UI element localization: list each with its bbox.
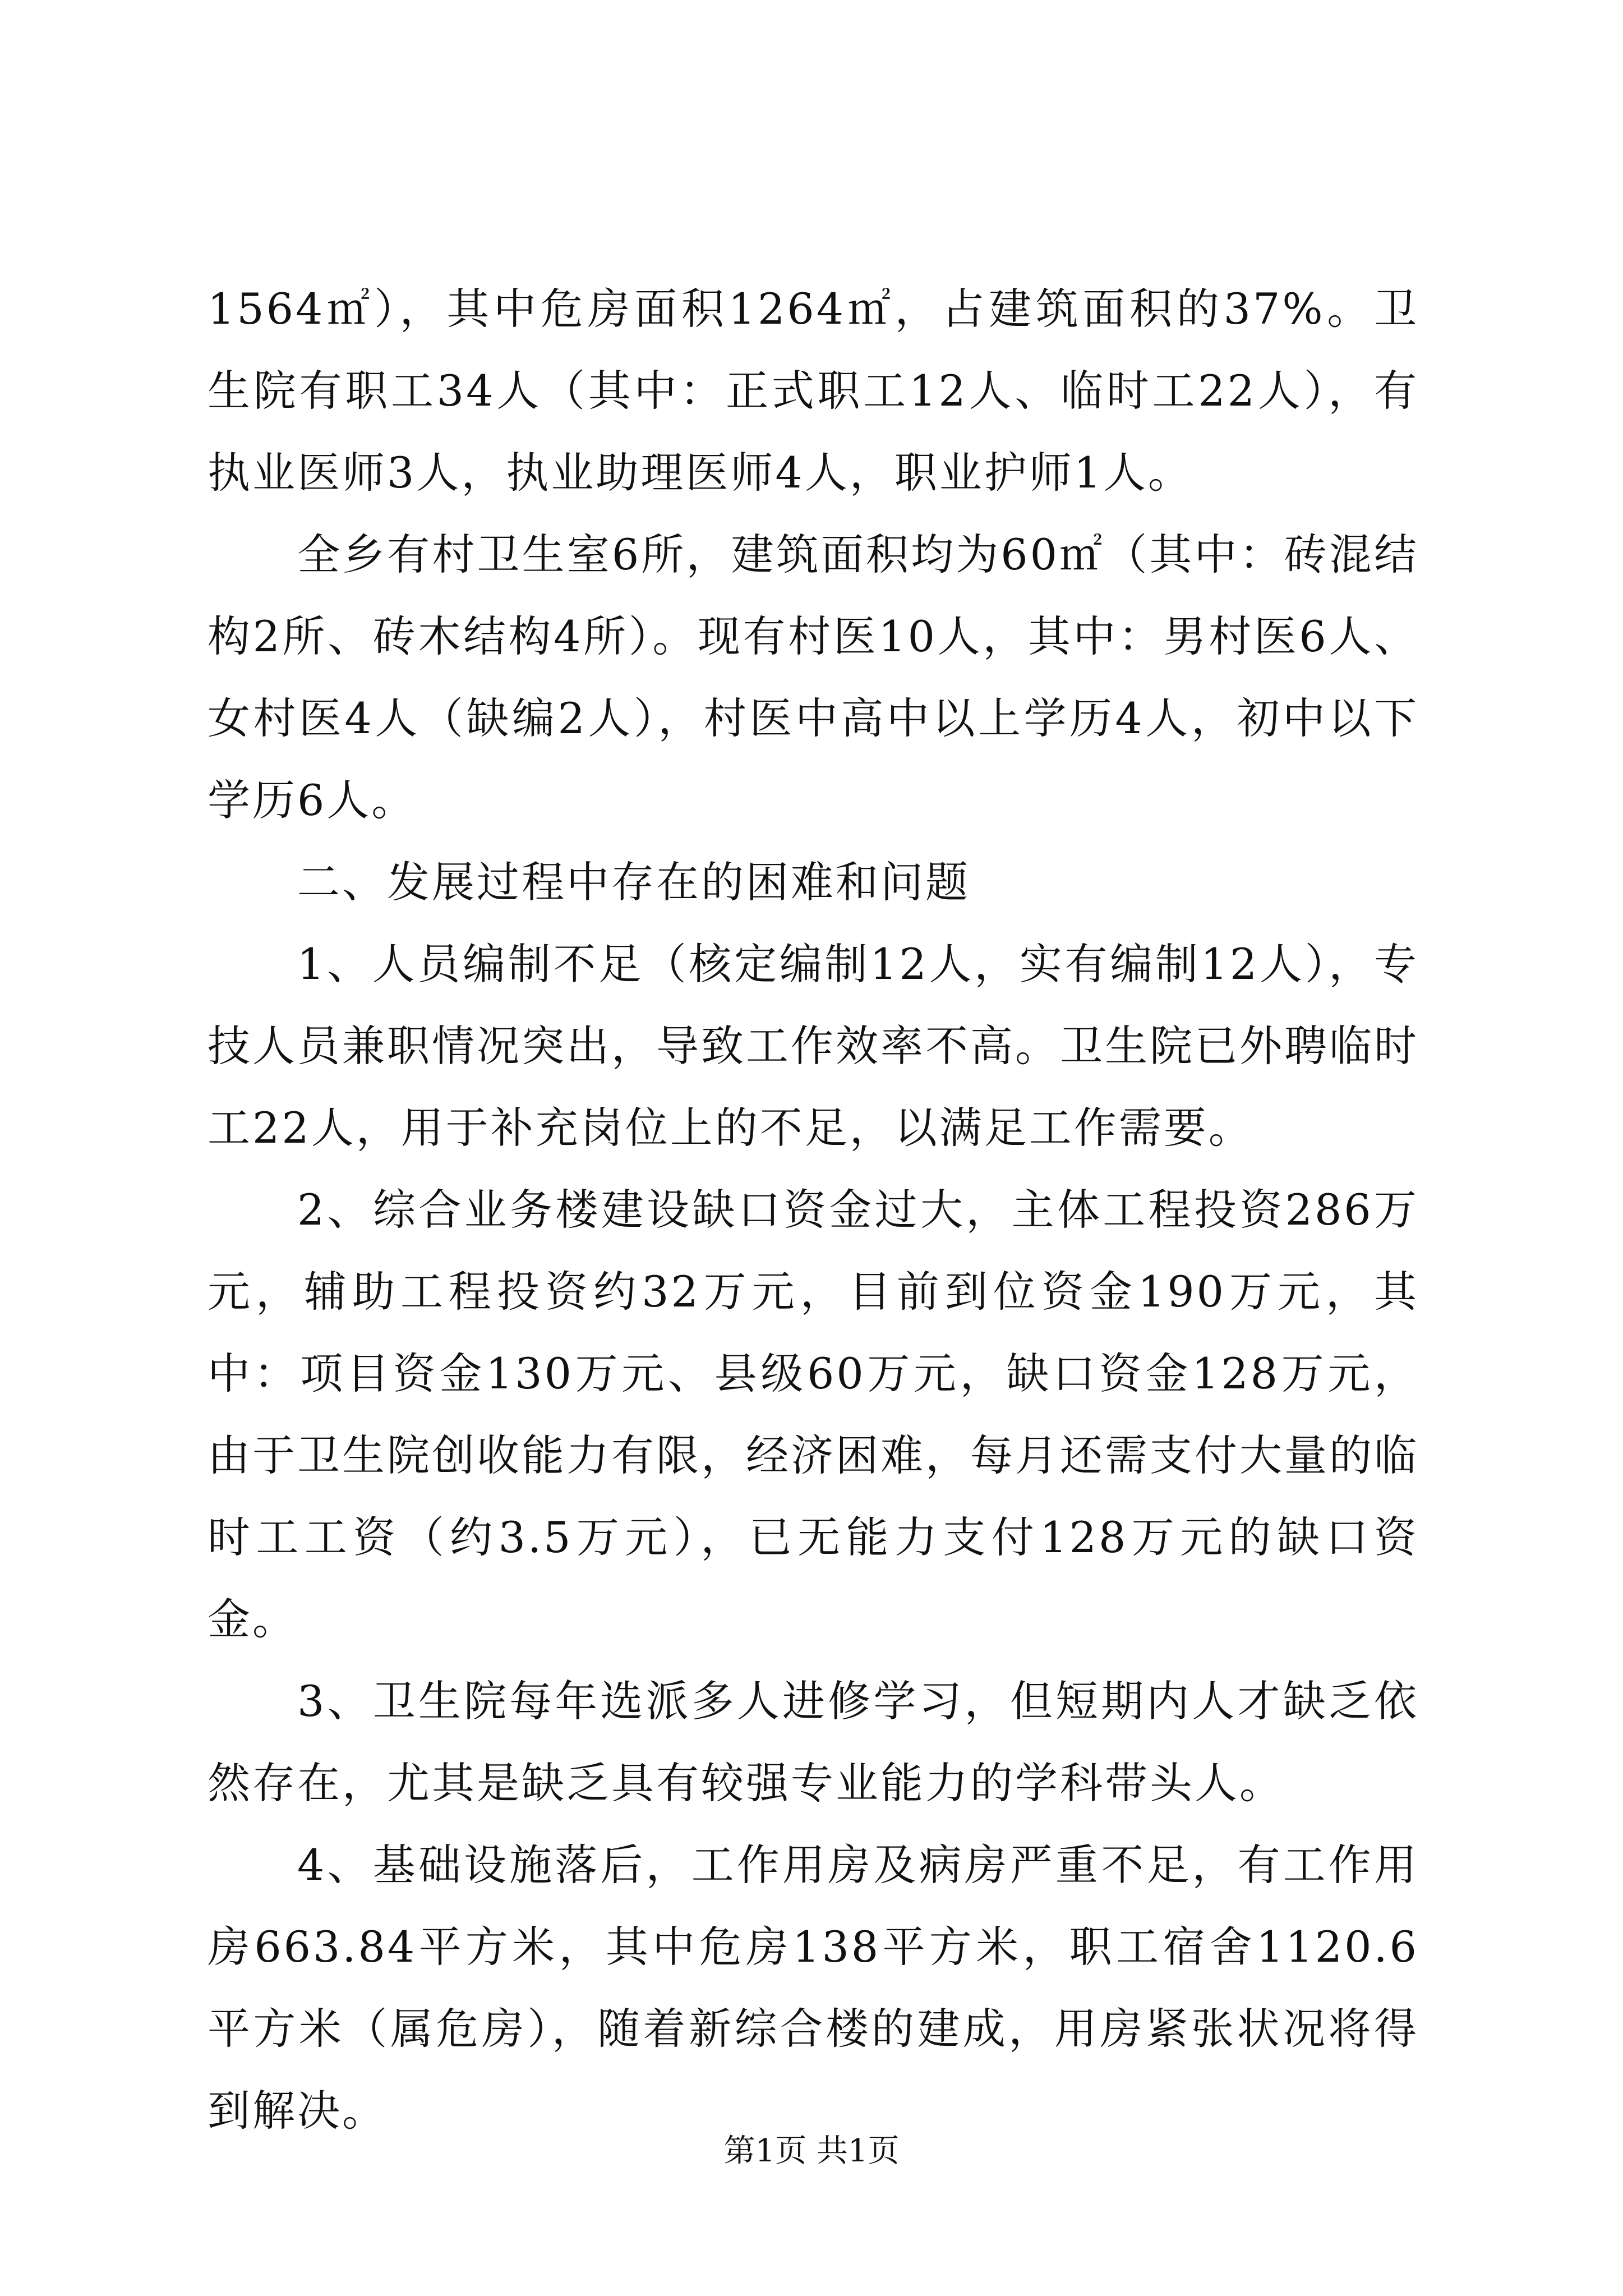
paragraph-talent-shortage: 3、卫生院每年选派多人进修学习，但短期内人才缺乏依然存在，尤其是缺乏具有较强专业能力的学科带头人。 (208, 1676, 1419, 1808)
paragraph-funding-gap: 2、综合业务楼建设缺口资金过大，主体工程投资286万元，辅助工程投资约32万元，目前到位资金190万元，其中：项目资金130万元、县级60万元，缺口资金128万元，由于卫生院创收能力有限，经济困难，每月还需支付大量的临时工工资（约3.5万元），已无能力支付128万元的缺口资金。 (208, 1185, 1419, 1644)
document-body (208, 268, 1419, 2152)
paragraph-continuation: 1564㎡），其中危房面积1264㎡，占建筑面积的37%。卫生院有职工34人（其中：正式职工12人、临时工22人），有执业医师3人，执业助理医师4人，职业护师1人。 (208, 284, 1419, 498)
page-footer: 第1页 共1页 (723, 2133, 900, 2169)
paragraph-village-clinics: 全乡有村卫生室6所，建筑面积均为60㎡（其中：砖混结构2所、砖木结构4所）。现有村医10人，其中：男村医6人、女村医4人（缺编2人），村医中高中以上学历4人，初中以下学历6人。 (208, 530, 1419, 825)
paragraph-infrastructure: 4、基础设施落后，工作用房及病房严重不足，有工作用房663.84平方米，其中危房138平方米，职工宿舍1120.6平方米（属危房），随着新综合楼的建成，用房紧张状况将得到解决。 (208, 1840, 1419, 2136)
section-heading-difficulties: 二、发展过程中存在的困难和问题 (297, 857, 970, 907)
paragraph-staffing: 1、人员编制不足（核定编制12人，实有编制12人），专技人员兼职情况突出，导致工作效率不高。卫生院已外聘临时工22人，用于补充岗位上的不足，以满足工作需要。 (208, 939, 1419, 1153)
